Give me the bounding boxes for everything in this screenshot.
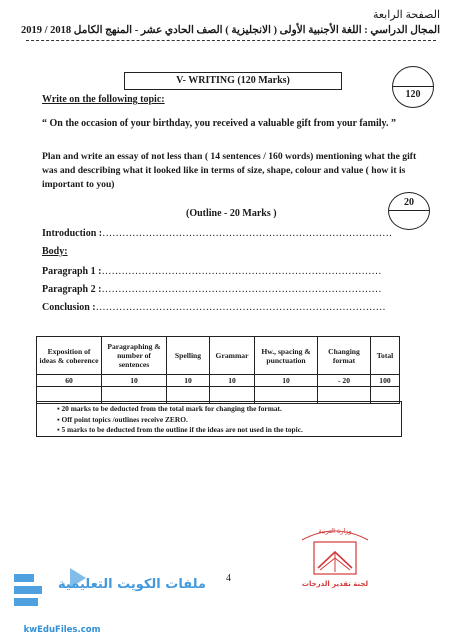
max-exposition: 60 <box>37 375 102 387</box>
header-spelling: Spelling <box>167 337 210 375</box>
total-mark-circle <box>392 66 434 108</box>
header-hw-spacing: Hw., spacing & punctuation <box>255 337 318 375</box>
body-label: Body: <box>42 246 68 257</box>
stamp-top-text: وزارة التربية <box>318 527 352 535</box>
conclusion-line[interactable] <box>42 302 386 313</box>
instruction: Write on the following topic: <box>42 94 165 105</box>
header-grammar: Grammar <box>210 337 255 375</box>
paragraph1-label: Paragraph 1 : <box>42 266 102 277</box>
total-mark: 120 <box>405 89 421 100</box>
note-item: ▪ Off point topics /outlines receive ZERO. <box>57 414 188 424</box>
watermark-arabic: ملفات الكويت التعليمية <box>58 577 206 592</box>
page-number: 4 <box>226 573 231 584</box>
grading-committee-stamp <box>296 522 374 592</box>
max-hw-spacing: 10 <box>255 375 318 387</box>
paragraph1-line[interactable] <box>42 266 381 277</box>
header-paragraphing: Paragraphing & number of sentences <box>102 337 167 375</box>
header-changing-format: Changing format <box>318 337 371 375</box>
header-total: Total <box>371 337 400 375</box>
paragraph2-dots: ………………………………………………………………………… <box>101 284 382 295</box>
outline-mark: 20 <box>404 197 414 208</box>
max-grammar: 10 <box>210 375 255 387</box>
paragraph2-line[interactable] <box>42 284 381 295</box>
introduction-label: Introduction : <box>42 228 103 239</box>
header-exposition: Exposition of ideas & coherence <box>37 337 102 375</box>
header-divider <box>26 40 436 41</box>
max-changing-format: - 20 <box>318 375 371 387</box>
outline-title: (Outline - 20 Marks ) <box>186 208 277 219</box>
note-item: ▪ 5 marks to be deducted from the outline if the ideas are not used in the topic. <box>57 425 303 434</box>
plan-instructions: Plan and write an essay of not less than ( 14 sentences / 160 words) mentioning what the gift was and describing what it looked like in terms of size, shape, colour and value ( how it is important to you) <box>42 151 417 190</box>
topic: “ On the occasion of your birthday, you received a valuable gift from your family. ” <box>42 118 396 129</box>
subject-line: المجال الدراسي : اللغة الأجنبية الأولى ( الانجليزية ) الصف الحادي عشر - المنهج الكامل 2018 / 2019 <box>21 25 440 36</box>
max-spelling: 10 <box>167 375 210 387</box>
paragraph1-dots: ………………………………………………………………………… <box>101 266 382 277</box>
introduction-dots: …………………………………………………………………………… <box>102 228 393 239</box>
notes-box <box>36 401 402 437</box>
conclusion-dots: …………………………………………………………………………… <box>95 302 386 313</box>
max-total: 100 <box>371 375 400 387</box>
marks-table <box>36 336 400 404</box>
paragraph2-label: Paragraph 2 : <box>42 284 102 295</box>
marks-max-row <box>37 375 400 387</box>
watermark-url: kwEduFiles.com <box>23 625 101 635</box>
stamp-bottom-text: لجنة تقدير الدرجات <box>301 580 369 588</box>
note-item: ▪ 20 marks to be deducted from the total mark for changing the format. <box>57 404 282 413</box>
conclusion-label: Conclusion : <box>42 302 96 313</box>
marks-header-row <box>37 337 400 375</box>
outline-mark-circle <box>388 192 430 230</box>
watermark-logo <box>10 560 206 638</box>
max-paragraphing: 10 <box>102 375 167 387</box>
page-label: الصفحة الرابعة <box>372 9 440 21</box>
section-title: V- WRITING (120 Marks) <box>124 72 342 90</box>
introduction-line[interactable] <box>42 228 392 239</box>
